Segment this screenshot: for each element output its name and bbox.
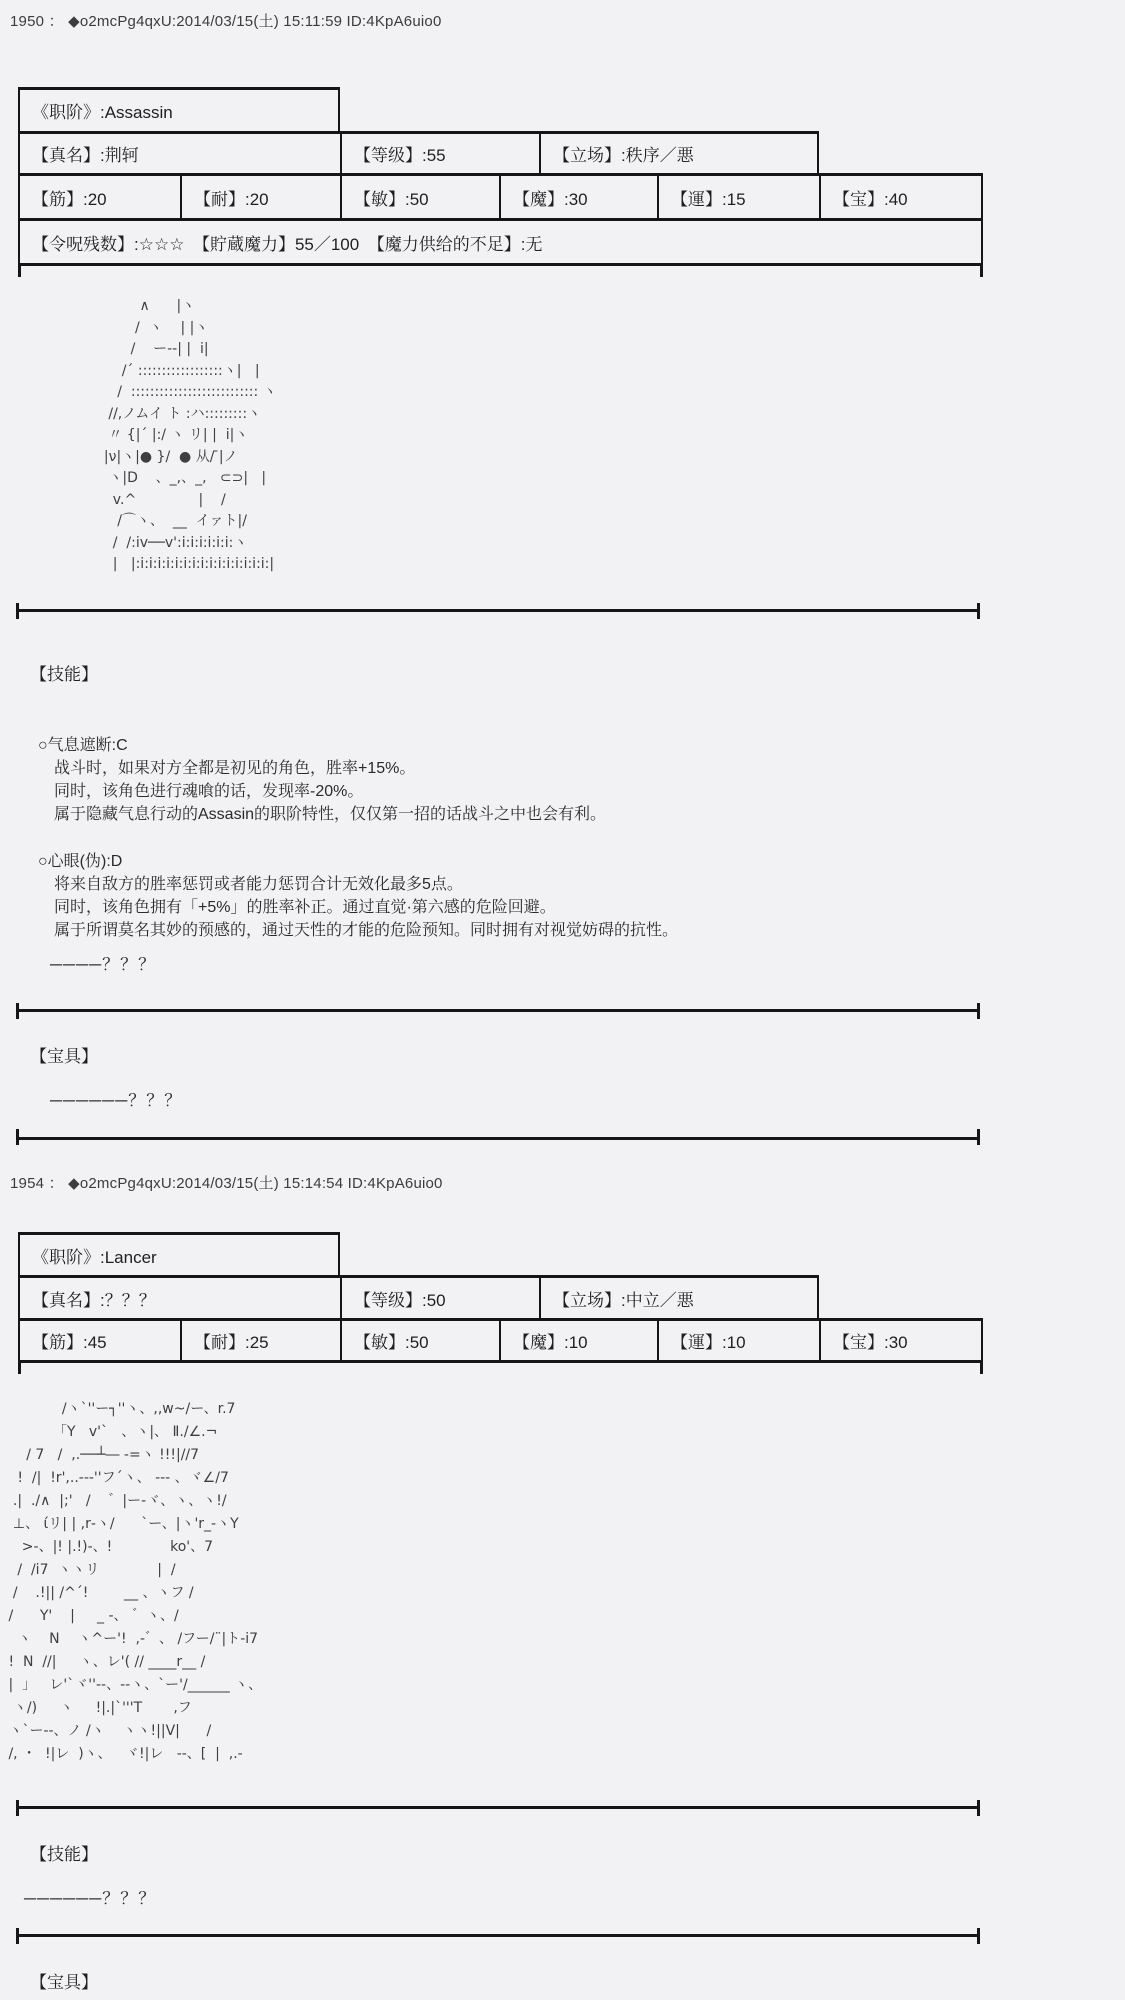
servant2-level-cell: 【等级】:50: [340, 1275, 539, 1318]
table-corner-tick: [980, 266, 983, 277]
servant2-skills-title: 【技能】: [30, 1845, 98, 1864]
section-divider: [18, 1934, 980, 1937]
servant2-stat-np: 【宝】:30: [819, 1318, 983, 1363]
servant1-np-title: 【宝具】: [30, 1047, 98, 1066]
divider-tick: [16, 603, 19, 619]
servant2-stat-str: 【筋】:45: [18, 1318, 180, 1363]
section-divider: [18, 1806, 980, 1809]
servant1-skills-title: 【技能】: [30, 665, 98, 684]
servant2-skill-unknown: ──────？？？: [24, 1889, 157, 1908]
servant2-stat-mag: 【魔】:10: [499, 1318, 657, 1363]
servant1-skill-mind-eye-fake: ○心眼(伪):D 将来自敌方的胜率惩罚或者能力惩罚合计无效化最多5点。 同时，该角色拥有「+5%」的胜率补正。通过直觉·第六感的危险回避。 属于所谓莫名其妙的预感的，通过天性的才能的危险预知。同时拥有对视觉妨碍的抗性。: [38, 853, 679, 939]
servant1-stat-str: 【筋】:20: [18, 173, 180, 218]
servant1-truename-cell: 【真名】:荆轲: [18, 131, 340, 173]
servant2-class-cell: 《职阶》:Lancer: [18, 1232, 340, 1275]
divider-tick: [16, 1800, 19, 1816]
divider-tick: [977, 1928, 980, 1944]
section-divider: [18, 609, 980, 612]
servant1-stat-luk: 【運】:15: [657, 173, 819, 218]
divider-tick: [977, 1003, 980, 1019]
divider-tick: [977, 1129, 980, 1145]
servant2-truename-cell: 【真名】:？？？: [18, 1275, 340, 1318]
table-corner-tick: [980, 1363, 983, 1374]
divider-tick: [977, 603, 980, 619]
servant1-ascii-art: ∧ |ヽ / ヽ | |ヽ / ー-‐| | i| /´ ::::::::::::::::::ヽ| | / ::::::::::::::::::::::::::: ヽ //,ノムイ ト :ハ:::::::::ヽ 〃 {|´ |:/ ヽ リ| | i|ヽ |ν|ヽ|● }/ ● 从/ ̄|ノ ヽ|D 、_,、_, ⊂⊃| | v.^ | / /⌒ヽ、 __ イァト|/ / /:iv──v':i:i:i:i:i:i:ヽ | |:i:i:i:i:i:i:i:i:i:i:i:i:i:i:i:|: [95, 298, 277, 572]
section-divider: [18, 1009, 980, 1012]
servant1-skill-unknown: ────？？？: [50, 955, 157, 974]
divider-tick: [16, 1003, 19, 1019]
servant1-alignment-cell: 【立场】:秩序／悪: [539, 131, 819, 173]
divider-tick: [977, 1800, 980, 1816]
servant1-np-unknown: ──────？？？: [50, 1091, 183, 1110]
servant2-stat-luk: 【運】:10: [657, 1318, 819, 1363]
divider-tick: [16, 1928, 19, 1944]
servant1-stat-mag: 【魔】:30: [499, 173, 657, 218]
servant1-stat-agi: 【敏】:50: [340, 173, 499, 218]
post1-header: 1950 ： ◆o2mcPg4qxU:2014/03/15(土) 15:11:59 ID:4KpA6uio0: [10, 13, 442, 30]
servant1-stat-np: 【宝】:40: [819, 173, 983, 218]
servant2-ascii-art: /ヽ`''ー┐''ヽ、,,w~/ー、r.7 「Y v'` 、ヽ|、 Ⅱ./∠.¬ / 7 / ,.──┴― ‐=ヽ !!!|//7 ! /| !r',..--‐''フ´ヽ、 ‐-- 、ヾ∠/7 .| ./∧ |;' / ゛|ー-ヾ、ヽ、ヽ!/ ⊥、 ίリ| | ,r‐ヽ/ `ー、|ヽ'r_-ヽY >-、|! |.!)-、! ko'、7 / /i7 ヽヽリ | / / .!|| /^´! __ 、ヽフ / / Y' | _ ‐、 ゛ヽ、/ ヽ N ヽ^ー'! ,‐゛、 /フー/¨|ト-i7 ! N //| ヽ、レ'( // ____r__ / | 」 レ'`ヾ''‐-、‐-ヽ、`ー'/______ ヽ、 ヽ/) ヽ !|.|`'''T ,フ ヽ`ー--、ノ /ヽ ヽヽ!||V| / /, ・ !|レ )ヽ、 ヾ!|レ ‐-、[ | ,.-: [4, 1401, 263, 1762]
post2-header: 1954 ： ◆o2mcPg4qxU:2014/03/15(土) 15:14:54 ID:4KpA6uio0: [10, 1175, 443, 1192]
servant2-stat-agi: 【敏】:50: [340, 1318, 499, 1363]
servant1-commandspell-cell: 【令呪残数】:☆☆☆ 【貯蔵魔力】55／100 【魔力供给的不足】:无: [18, 218, 983, 266]
section-divider: [18, 1137, 980, 1140]
table-corner-tick: [18, 1363, 21, 1374]
servant1-level-cell: 【等级】:55: [340, 131, 539, 173]
servant1-skill-presence-concealment: ○气息遮断:C 战斗时，如果对方全都是初见的角色，胜率+15%。 同时，该角色进行魂喰的话，发现率-20%。 属于隐藏气息行动的Assasin的职阶特性，仅仅第一招的话战斗之中也会有利。: [38, 737, 607, 823]
table-corner-tick: [18, 266, 21, 277]
servant2-stat-end: 【耐】:25: [180, 1318, 340, 1363]
divider-tick: [16, 1129, 19, 1145]
servant2-alignment-cell: 【立场】:中立／悪: [539, 1275, 819, 1318]
servant1-class-cell: 《职阶》:Assassin: [18, 87, 340, 131]
servant1-stat-end: 【耐】:20: [180, 173, 340, 218]
servant2-np-title: 【宝具】: [30, 1973, 98, 1992]
